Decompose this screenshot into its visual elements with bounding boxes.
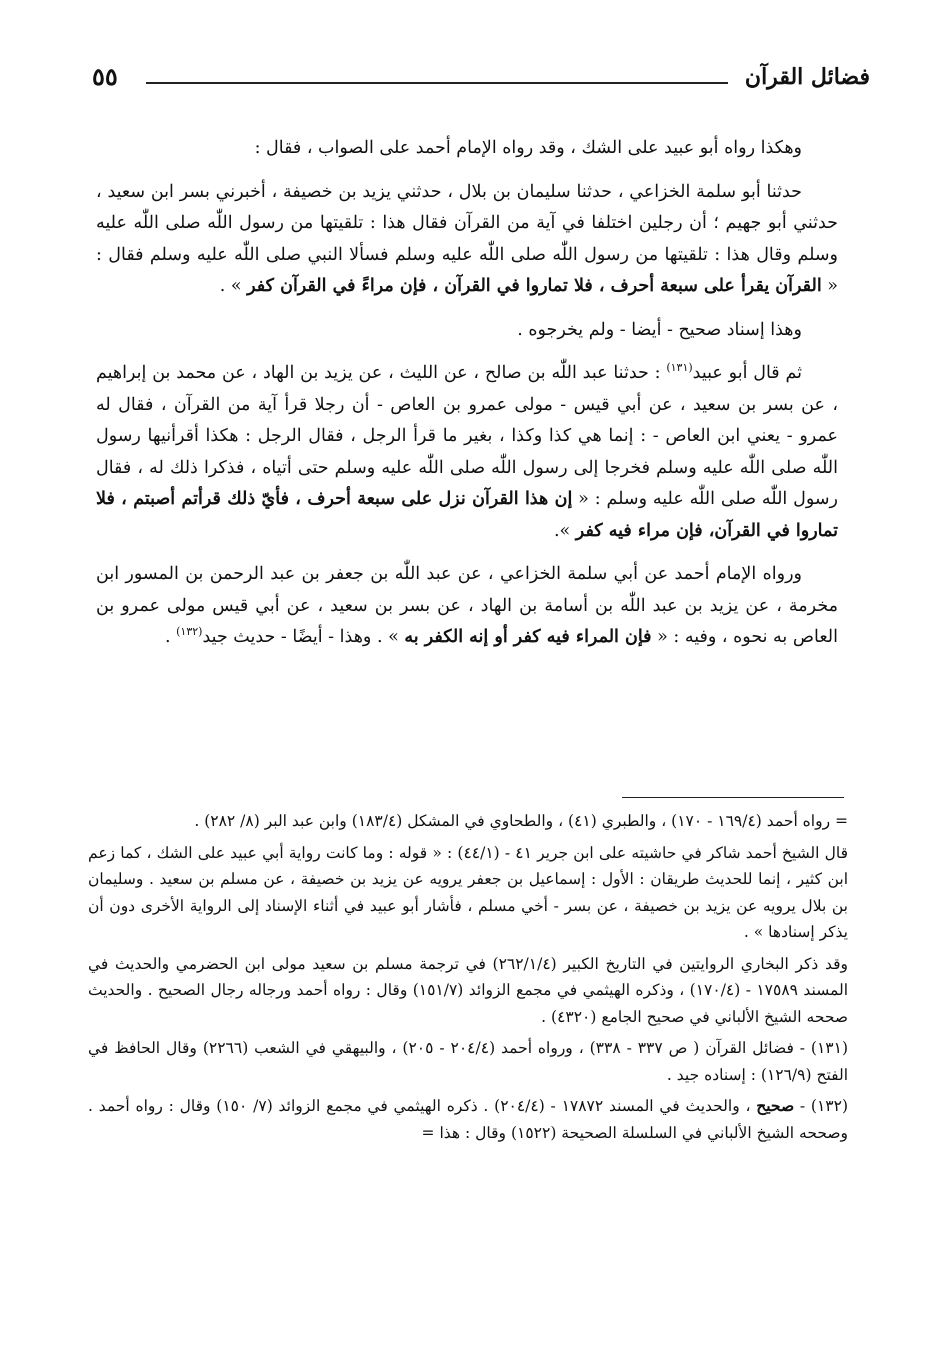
hadith-quote: إن هذا القرآن نزل على سبعة أحرف ، فأيّ ذلك قرأتم أصبتم ، فلا تماروا في القرآن، فإن مراء فيه كفر — [96, 489, 838, 541]
footnote-note: قال الشيخ أحمد شاكر في حاشيته على ابن جرير ٤١ - (٤٤/١) : « قوله : وما كانت رواية أبي عبيد على الشك ، كما زعم ابن كثير ، إنما للحديث طريقان : الأول : إسماعيل بن جعفر يرويه عن يزيد بن خصيفة ، عن مسلم بن سعيد . وسليمان بن بلال يرويه عن يزيد بن خصيفة ، عن بسر - أخي مسلم ، فأشار أبو عبيد في أثناء الإسناد إلى الرواية الأخرى دون أن يذكر إسنادها » . — [88, 843, 849, 941]
footnote-separator — [622, 797, 844, 798]
paragraph-4: ثم قال أبو عبيد$^{(١٣١)}$ : حدثنا عبد اللّٰه بن صالح ، عن الليث ، عن يزيد بن الهاد ، عن محمد بن إبراهيم ، عن بسر بن سعيد ، عن أبي قيس - مولى عمرو بن العاص - أن رجلا قرأ آية من القرآن ، فقال له عمرو - يعني ابن العاص - : إنما هي كذا وكذا ، بغير ما قرأ الرجل ، فقال الرجل : هكذا أقرأنيها رسول اللّٰه صلى اللّٰه عليه وسلم فخرجا إلى رسول اللّٰه صلى اللّٰه عليه وسلم حتى أتياه ، فذكرا ذلك له ، فقال رسول اللّٰه صلى اللّٰه عليه وسلم : « إن هذا القرآن نزل على سبعة أحرف ، فأيّ ذلك قرأتم أصبتم ، فلا تماروا في القرآن، فإن مراء فيه كفر ». — [96, 361, 838, 541]
footnote-132: (١٣٢) - صحيح ، والحديث في المسند ١٧٨٧٢ - (٢٠٤/٤) . ذكره الهيثمي في مجمع الزوائد (٧/ ١٥٠) وقال : رواه أحمد . وصححه الشيخ الألباني في السلسلة الصحيحة (١٥٢٢) وقال : هذا = — [88, 1096, 848, 1142]
footnote-continued: = رواه أحمد (١٦٩/٤ - ١٧٠) ، والطبري (٤١) ، والطحاوي في المشكل (١٨٣/٤) وابن عبد البر (٨/ ٢٨٢) . — [194, 812, 848, 830]
footnotes — [88, 808, 848, 1151]
page-header — [80, 60, 870, 100]
footnote-131: (١٣١) - فضائل القرآن ( ص ٣٣٧ - ٣٣٨) ، ورواه أحمد (٢٠٤/٤ - ٢٠٥) ، والبيهقي في الشعب (٢٢٦٦) وقال الحافظ في الفتح (١٢٦/٩) : إسناده جيد . — [88, 1039, 849, 1084]
paragraph-1: وهكذا رواه أبو عبيد على الشك ، وقد رواه الإمام أحمد على الصواب ، فقال : — [254, 138, 802, 158]
paragraph-2: حدثنا أبو سلمة الخزاعي ، حدثنا سليمان بن بلال ، حدثني يزيد بن خصيفة ، أخبرني بسر ابن سعيد ، حدثني أبو جهيم ؛ أن رجلين اختلفا في آية من القرآن فقال هذا : تلقيتها من رسول اللّٰه صلى اللّٰه عليه وسلم وقال هذا : تلقيتها من رسول اللّٰه صلى اللّٰه عليه وسلم فسألا النبي صلى اللّٰه عليه وسلم فقال : « القرآن يقرأ على سبعة أحرف ، فلا تماروا في القرآن ، فإن مراءً في القرآن كفر » . — [96, 181, 838, 296]
paragraph-3: وهذا إسناد صحيح - أيضا - ولم يخرجوه . — [517, 319, 802, 340]
hadith-quote: القرآن يقرأ على سبعة أحرف ، فلا تماروا في القرآن ، فإن مراءً في القرآن كفر — [247, 276, 822, 296]
header-rule — [146, 82, 728, 84]
footnote-note: وقد ذكر البخاري الروايتين في التاريخ الكبير (٢٦٢/١/٤) في ترجمة مسلم بن سعيد مولى ابن الحضرمي والحديث في المسند ١٧٥٨٩ - (١٧٠/٤) ، وذكره الهيثمي في مجمع الزوائد (١٥١/٧) وقال : رواه أحمد ورجاله رجال الصحيح . والحديث صححه الشيخ الألباني في صحيح الجامع (٤٣٢٠) . — [88, 954, 849, 1026]
footnote-ref: (١٣٢) — [176, 625, 203, 639]
main-text — [96, 133, 838, 666]
page-number: ٥٥ — [92, 62, 118, 91]
book-title: فضائل القرآن — [744, 64, 870, 90]
paragraph-5: ورواه الإمام أحمد عن أبي سلمة الخزاعي ، عن عبد اللّٰه بن جعفر بن عبد الرحمن بن المسور ابن مخرمة ، عن يزيد بن عبد اللّٰه بن أسامة بن الهاد ، عن بسر بن سعيد ، عن أبي قيس مولى عمرو بن العاص به نحوه ، وفيه : « فإن المراء فيه كفر أو إنه الكفر به » . وهذا - أيضًا - حديث جيد$^{(١٣٢)}$ . — [96, 564, 838, 647]
footnote-ref: (١٣١) — [666, 361, 693, 375]
hadith-quote: فإن المراء فيه كفر أو إنه الكفر به — [404, 627, 652, 647]
